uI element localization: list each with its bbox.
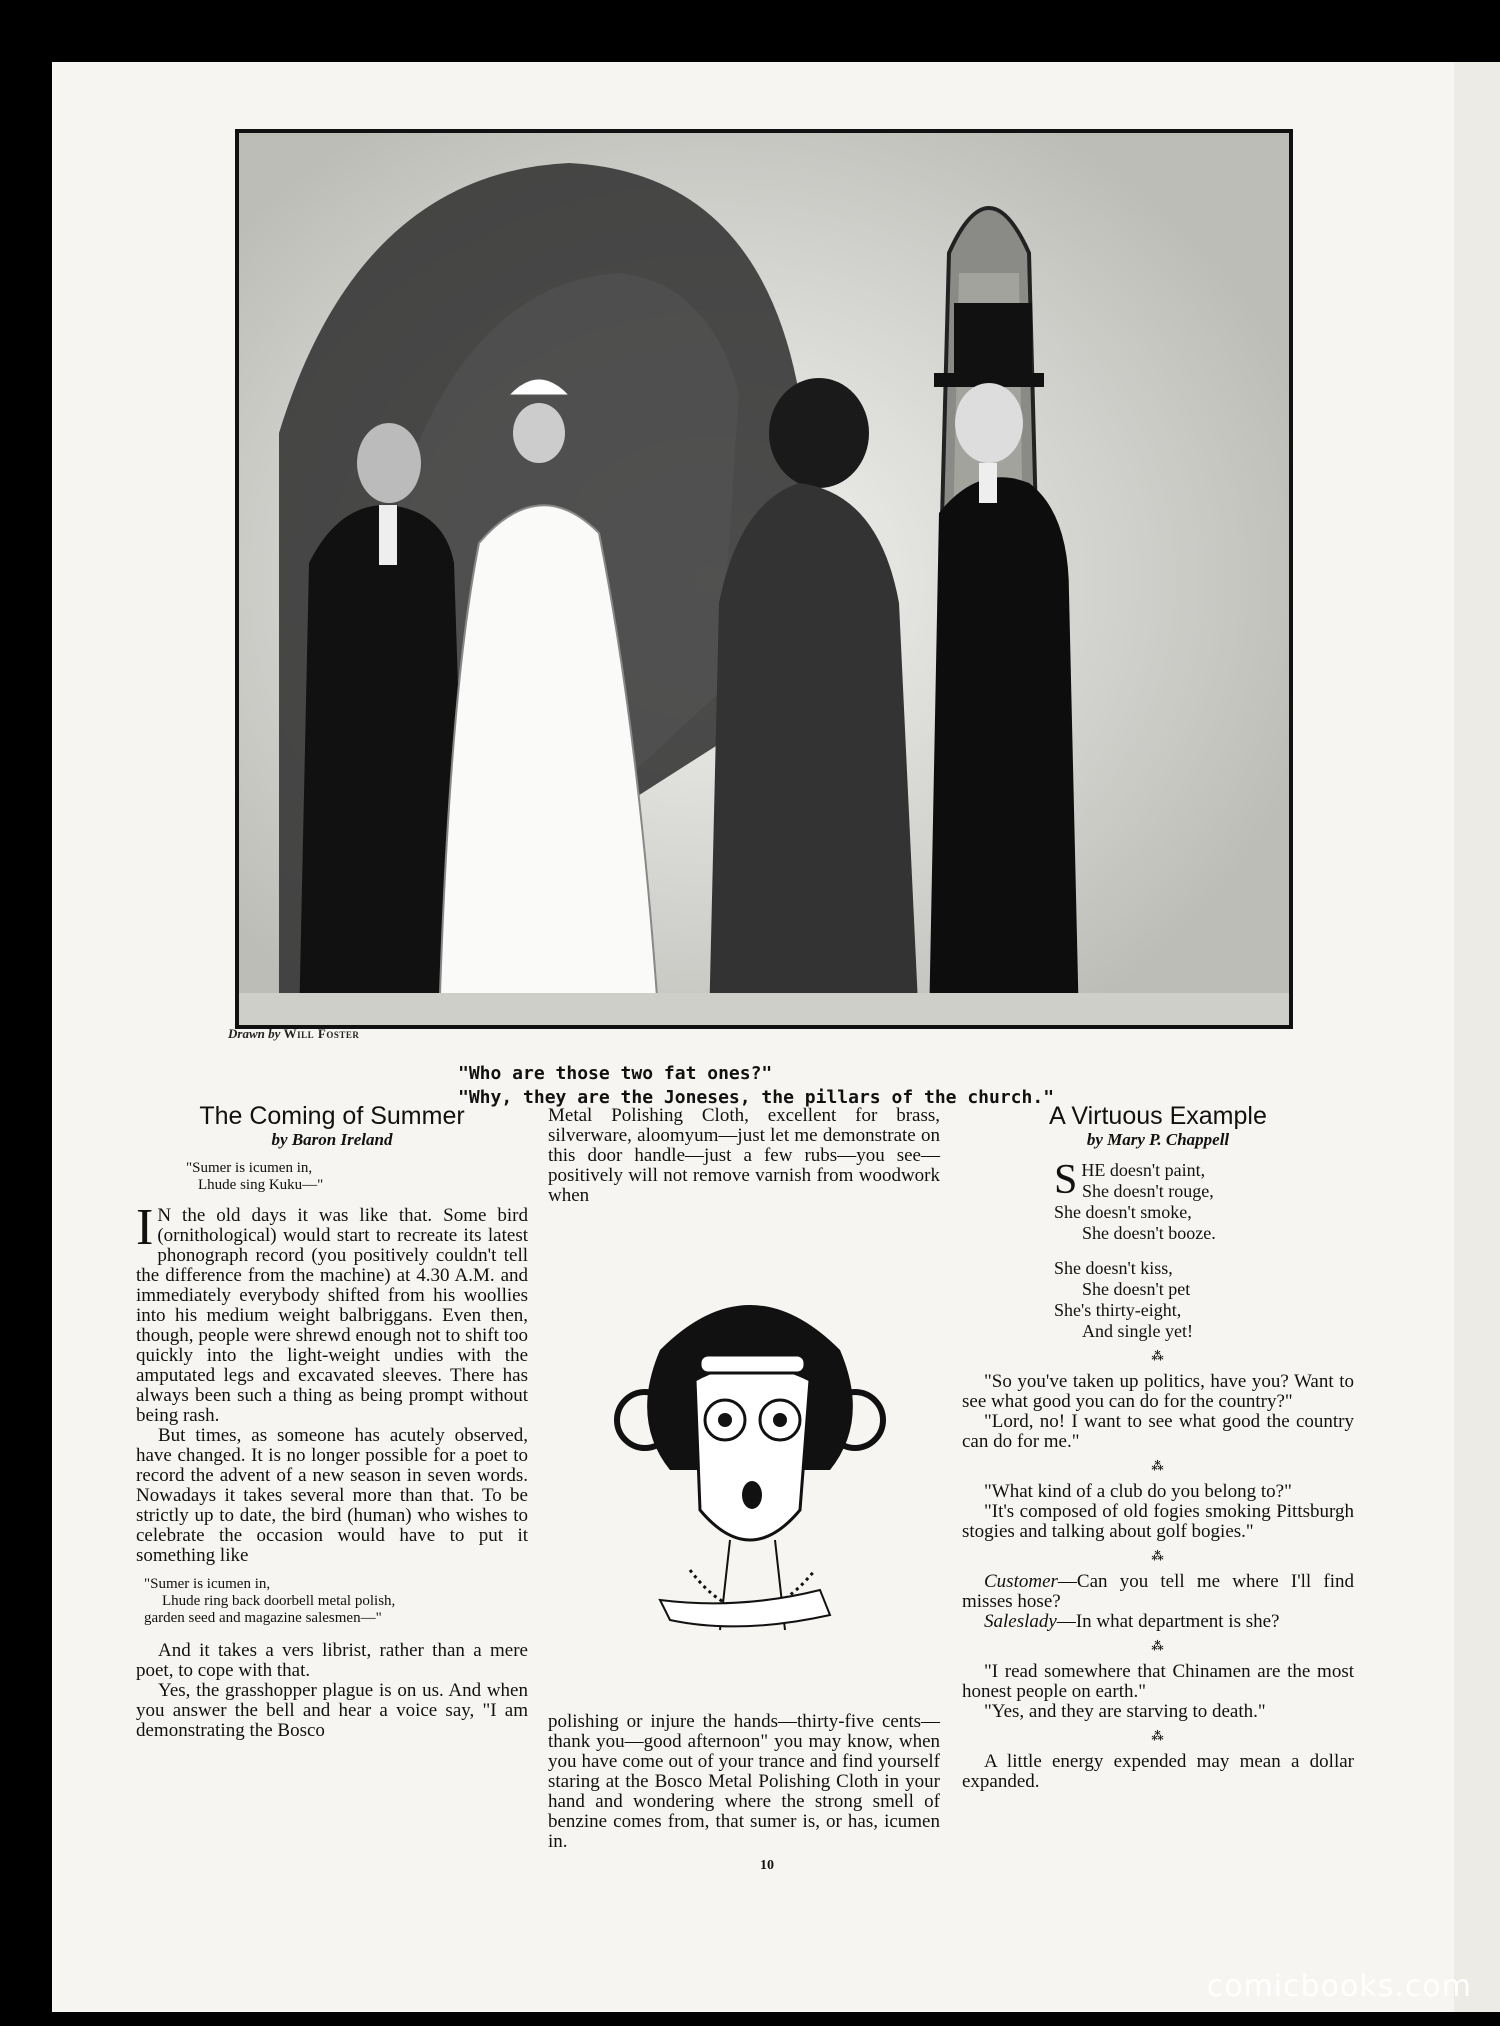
poem-line: Lhude ring back doorbell metal polish, [162, 1593, 396, 1609]
verse-line: HE doesn't paint, [1081, 1160, 1206, 1180]
verse-line: And single yet! [1082, 1321, 1193, 1341]
verse-line: She's thirty-eight, [1054, 1300, 1182, 1320]
paragraph: And it takes a vers librist, rather than a mere poet, to cope with that. [136, 1640, 528, 1681]
girl-mouth [742, 1481, 762, 1509]
joke-line [962, 1572, 1354, 1612]
verse-line: She doesn't kiss, [1054, 1258, 1173, 1278]
article-coming-of-summer [136, 1102, 528, 1741]
flapper-girl-illustration [600, 1270, 900, 1680]
article-title: A Virtuous Example [1049, 1102, 1267, 1130]
credit-artist: Will Foster [283, 1026, 360, 1041]
caption-line-2: "Why, they are the Joneses, the pillars of the church." [458, 1087, 1055, 1108]
joke-line: A little energy expended may mean a dollar expanded. [962, 1751, 1354, 1792]
illustration-credit [228, 1026, 359, 1042]
paragraph-text: N the old days it was like that. Some bird (ornithological) would start to recreate its latest phonograph record (you positively couldn't tell the difference from the machine) at 4.30 A.M. and immediately everybody shifted from his woollies into his medium weight balbriggans. Even then, though, people were shrewd enough not to shift too quickly into the light-weight undies with the amputated legs and excavated sleeves. There has always been such a thing as being prompt without being rash. [136, 1205, 528, 1426]
epigraph-line: Lhude sing Kuku—" [198, 1177, 324, 1193]
joke-line: "Yes, and they are starving to death." [984, 1701, 1266, 1722]
section-ornament: ⁂ [1151, 1459, 1165, 1473]
speaker-label: Saleslady [984, 1611, 1057, 1632]
top-hat [954, 303, 1032, 383]
verse-stanza-1 [962, 1157, 1354, 1244]
poem-line: garden seed and magazine salesmen—" [144, 1610, 382, 1626]
woman-dark-hair [769, 378, 869, 488]
site-watermark: comicbooks.com [1206, 1969, 1472, 2004]
joke-line: "I read somewhere that Chinamen are the most honest people on earth." [962, 1661, 1354, 1702]
poem-line: "Sumer is icumen in, [144, 1576, 271, 1592]
poem-quote [144, 1576, 528, 1627]
verse-stanza-2 [962, 1258, 1354, 1342]
article-continuation-top [548, 1106, 940, 1206]
section-ornament: ⁂ [1151, 1639, 1165, 1653]
bald-man-head [357, 423, 421, 503]
verse-line: She doesn't booze. [1082, 1223, 1216, 1243]
next-page-edge [1454, 62, 1500, 2012]
epigraph [136, 1160, 528, 1194]
woman-in-dark-dress [709, 483, 919, 1025]
joke-line: "It's composed of old fogies smoking Pittsburgh stogies and talking about golf bogies." [962, 1501, 1354, 1542]
paragraph [136, 1199, 528, 1426]
man-in-top-hat [929, 477, 1079, 1025]
paragraph: Metal Polishing Cloth, excellent for brass, silverware, aloomyum—just let me demonstrate on this door handle—just a few rubs—you see—positively will not remove varnish from woodwork when [548, 1105, 940, 1206]
article-title: The Coming of Summer [199, 1102, 465, 1130]
verse-line: She doesn't pet [1082, 1279, 1191, 1299]
illustration-drawing [239, 133, 1289, 1025]
paragraph: Yes, the grasshopper plague is on us. And when you answer the bell and hear a voice say, "I am demonstrating the Bosco [136, 1680, 528, 1741]
joke-line: "What kind of a club do you belong to?" [984, 1481, 1292, 1502]
article-byline: by Baron Ireland [271, 1130, 393, 1149]
drop-cap: S [1054, 1157, 1078, 1203]
section-ornament: ⁂ [1151, 1729, 1165, 1743]
article-continuation-bottom [548, 1712, 940, 1852]
page-number: 10 [760, 1858, 774, 1873]
drop-cap: I [136, 1199, 154, 1256]
article-byline: by Mary P. Chappell [1086, 1130, 1230, 1149]
credit-prefix: Drawn by [228, 1026, 281, 1041]
verse-line: She doesn't smoke, [1054, 1202, 1192, 1222]
epigraph-line: "Sumer is icumen in, [186, 1160, 313, 1176]
church-illustration [235, 129, 1293, 1029]
section-ornament: ⁂ [1151, 1349, 1165, 1363]
verse-line: She doesn't rouge, [1082, 1181, 1214, 1201]
joke-line: "So you've taken up politics, have you? Want to see what good you can do for the country?" [962, 1371, 1354, 1412]
paragraph: polishing or injure the hands—thirty-five cents—thank you—good afternoon" you may know, when you have come out of your trance and find yourself staring at the Bosco Metal Polishing Cloth in your hand and wondering where the strong smell of benzine comes from, that sumer is, or has, icumen in. [548, 1711, 940, 1852]
girl-hand [660, 1590, 830, 1626]
section-ornament: ⁂ [1151, 1549, 1165, 1563]
speaker-label: Customer [984, 1571, 1058, 1592]
joke-line: "Lord, no! I want to see what good the country can do for me." [962, 1411, 1354, 1452]
caption-line-1: "Who are those two fat ones?" [458, 1063, 773, 1084]
speaker-text: —Can you tell me where I'll find misses hose? [962, 1571, 1354, 1612]
article-virtuous-example [962, 1102, 1354, 1792]
paragraph: But times, as someone has acutely observed, have changed. It is no longer possible for a poet to record the advent of a new season in seven words. Nowadays it takes several more than that. To be strictly up to date, the bird (human) who wishes to celebrate the occasion would have to put it something like [136, 1425, 528, 1566]
girl-face [695, 1365, 810, 1540]
joke-line [962, 1612, 1354, 1632]
speaker-text: —In what department is she? [1056, 1611, 1280, 1632]
